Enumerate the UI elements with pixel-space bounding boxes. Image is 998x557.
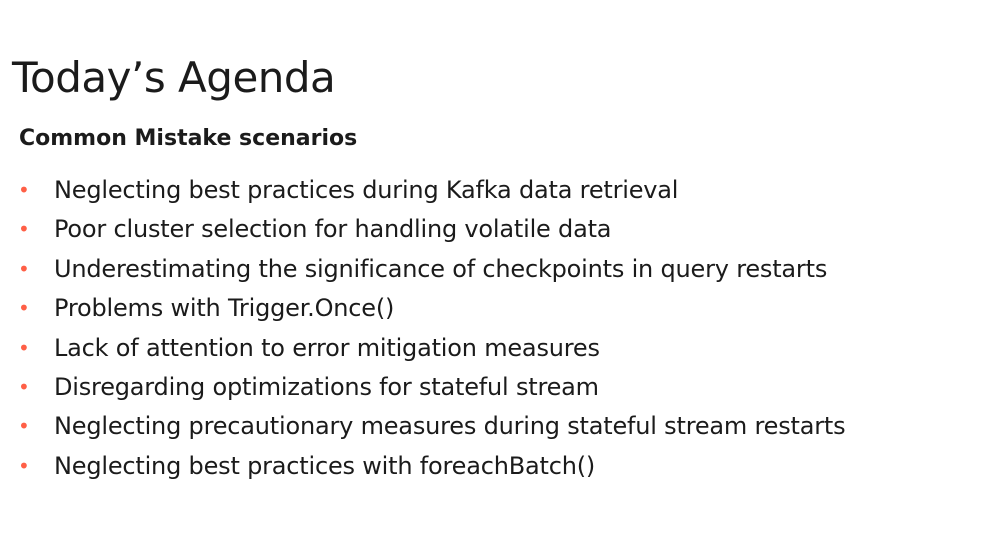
agenda-item-text: Underestimating the significance of checkpoints in query restarts xyxy=(54,254,828,283)
agenda-item-text: Neglecting best practices during Kafka data retrieval xyxy=(54,176,679,204)
agenda-item-text: Neglecting best practices with foreachBatch() xyxy=(54,451,596,480)
agenda-item-text: Lack of attention to error mitigation measures xyxy=(54,333,600,362)
agenda-item-text: Poor cluster selection for handling volatile data xyxy=(54,215,612,244)
agenda-item-text: Neglecting precautionary measures during stateful stream restarts xyxy=(54,412,846,441)
bullet-dot-icon: • xyxy=(18,217,30,242)
bullet-dot-icon: • xyxy=(18,178,30,202)
slide-subtitle: Common Mistake scenarios xyxy=(19,126,358,151)
bullet-dot-icon: • xyxy=(18,453,30,478)
agenda-item-text: Problems with Trigger.Once() xyxy=(54,294,395,323)
bullet-dot-icon: • xyxy=(18,414,30,439)
bullet-dot-icon: • xyxy=(18,374,30,399)
bullet-dot-icon: • xyxy=(18,256,30,281)
bullet-dot-icon: • xyxy=(18,296,30,321)
slide-title: Today’s Agenda xyxy=(12,53,336,102)
agenda-item-text: Disregarding optimizations for stateful stream xyxy=(54,372,599,401)
bullet-dot-icon: • xyxy=(18,335,30,360)
